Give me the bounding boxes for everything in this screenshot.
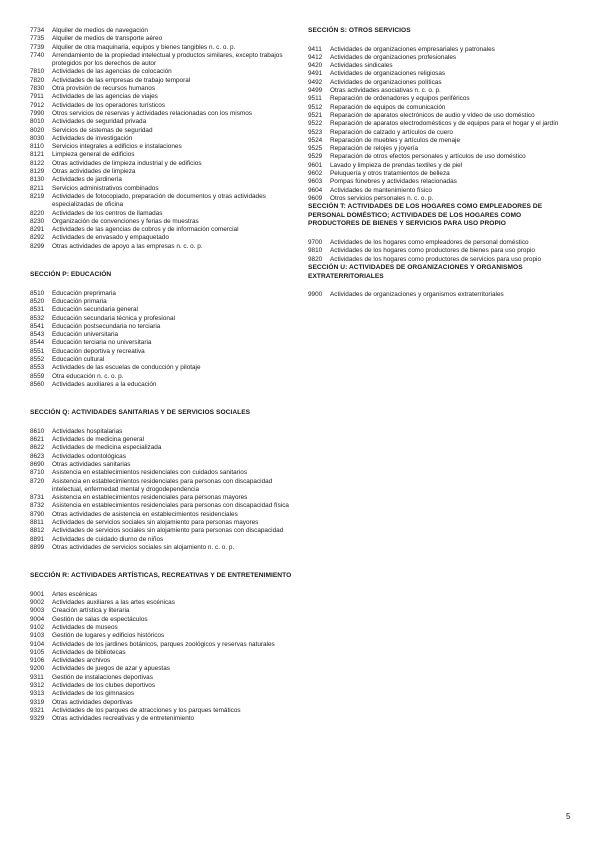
activity-description: Actividades de bibliotecas <box>52 648 126 656</box>
list-item <box>308 95 574 103</box>
activity-code: 9319 <box>30 698 45 706</box>
activity-code: 8520 <box>30 297 45 305</box>
list-item <box>30 356 296 364</box>
activity-description: Otras actividades asociativas n. c. o. p. <box>330 87 441 95</box>
list-item <box>308 104 574 112</box>
activity-description: Asistencia en establecimientos residenciales para personas mayores <box>52 494 248 502</box>
section-t <box>308 203 574 264</box>
activity-description: Actividades de los hogares como productores de bienes para uso propio <box>330 247 535 255</box>
list-item <box>30 364 296 372</box>
activity-code: 8121 <box>30 151 45 159</box>
list-item <box>30 444 296 452</box>
list-item <box>30 118 296 126</box>
activity-code: 9602 <box>308 170 323 178</box>
list-item <box>30 715 296 723</box>
list-item <box>30 511 296 519</box>
activity-code: 9321 <box>30 706 45 714</box>
list-item <box>308 112 574 120</box>
activity-description: Pompas fúnebres y actividades relacionadas <box>330 178 457 186</box>
list-item <box>30 135 296 143</box>
activity-description: Educación primaria <box>52 297 107 305</box>
activity-code: 9524 <box>308 136 323 144</box>
list-item <box>30 494 296 502</box>
right-column <box>308 27 574 299</box>
activity-description: Actividades de organizaciones empresariales y patronales <box>330 45 495 53</box>
list-item <box>308 46 574 54</box>
activity-code: 9329 <box>30 715 45 723</box>
left-column <box>30 27 296 724</box>
list-item <box>30 306 296 314</box>
list-item <box>30 226 296 234</box>
list-item <box>30 699 296 707</box>
list-item <box>308 170 574 178</box>
section-r <box>30 572 296 723</box>
activity-description: Actividades de organizaciones y organismos extraterritoriales <box>330 291 504 299</box>
activity-description: Actividades de organizaciones políticas <box>330 78 442 86</box>
section-heading: SECCIÓN Q: ACTIVIDADES SANITARIAS Y DE SERVICIOS SOCIALES <box>30 409 251 417</box>
list-item <box>308 54 574 62</box>
activity-code: 9104 <box>30 640 45 648</box>
list-item <box>30 110 296 118</box>
activity-description: Educación postsecundaria no terciaria <box>52 322 161 330</box>
section-s <box>308 27 574 203</box>
list-item <box>30 102 296 110</box>
activity-code: 9420 <box>308 62 323 70</box>
list-item <box>30 77 296 85</box>
section-u <box>308 264 574 299</box>
activity-code: 8720 <box>30 477 45 485</box>
list-item <box>30 519 296 527</box>
activity-description: Reparación de otros efectos personales y artículos de uso doméstico <box>330 153 526 161</box>
activity-code: 7990 <box>30 109 45 117</box>
activity-description: Educación deportiva y recreativa <box>52 347 145 355</box>
activity-description: Actividades de museos <box>52 624 118 631</box>
activity-code: 9609 <box>308 194 323 202</box>
list-item <box>30 218 296 226</box>
activity-code: 8812 <box>30 527 45 535</box>
list-item <box>30 381 296 389</box>
list-item <box>30 657 296 665</box>
activity-description: Actividades de investigación <box>52 134 133 142</box>
activity-code: 8030 <box>30 134 45 142</box>
list-item <box>30 674 296 682</box>
activity-code: 8020 <box>30 126 45 134</box>
list-item <box>30 682 296 690</box>
list-item <box>30 544 296 552</box>
list-item <box>308 79 574 87</box>
list-item <box>308 70 574 78</box>
activity-description: Servicios de sistemas de seguridad <box>52 126 153 134</box>
activity-description: Reparación de relojes y joyería <box>330 145 419 153</box>
activity-code: 9412 <box>308 53 323 61</box>
activity-description: Servicios integrales a edificios e instalaciones <box>52 143 182 151</box>
activity-description: Otras actividades recreativas y de entretenimiento <box>52 715 195 723</box>
activity-code: 8710 <box>30 469 45 477</box>
list-item <box>308 162 574 170</box>
activity-description: Actividades de los centros de llamadas <box>52 209 163 217</box>
activity-code: 7912 <box>30 101 45 109</box>
activity-code: 8299 <box>30 242 45 250</box>
list-item <box>30 210 296 218</box>
list-item <box>30 690 296 698</box>
section-list <box>30 428 296 552</box>
activity-description: Actividades auxiliares a la educación <box>52 380 157 388</box>
list-item <box>30 93 296 101</box>
activity-code: 8541 <box>30 322 45 330</box>
list-item <box>30 290 296 298</box>
list-item <box>30 298 296 306</box>
activity-code: 9105 <box>30 648 45 656</box>
list-item <box>30 185 296 193</box>
activity-code: 9603 <box>308 178 323 186</box>
page-number: 5 <box>566 812 571 821</box>
section-list <box>308 291 574 299</box>
activity-code: 9103 <box>30 632 45 640</box>
activity-description: Actividades de las empresas de trabajo temporal <box>52 76 191 84</box>
list-item <box>30 469 296 477</box>
activity-description: Otros servicios personales n. c. o. p. <box>330 194 434 202</box>
activity-code: 9311 <box>30 673 44 681</box>
activity-description: Otras actividades de limpieza <box>52 168 136 176</box>
activity-description: Reparación de calzado y artículos de cuero <box>330 128 453 136</box>
activity-description: Otra educación n. c. o. p. <box>52 372 124 380</box>
section-heading: SECCIÓN P: EDUCACIÓN <box>30 271 112 279</box>
list-item <box>308 87 574 95</box>
activity-code: 8220 <box>30 209 45 217</box>
section-list <box>30 290 296 390</box>
activity-code: 9002 <box>30 599 45 607</box>
activity-code: 9529 <box>308 153 323 161</box>
activity-description: Actividades de envasado y empaquetado <box>52 234 169 242</box>
activity-description: Otras actividades deportivas <box>52 698 133 706</box>
activity-code: 8110 <box>30 143 44 151</box>
activity-code: 7911 <box>30 93 44 101</box>
list-item <box>30 151 296 159</box>
activity-code: 9200 <box>30 665 45 673</box>
activity-code: 9106 <box>30 657 45 665</box>
activity-code: 8622 <box>30 444 45 452</box>
activity-description: Actividades de los clubes deportivos <box>52 682 156 690</box>
activity-description: Actividades de mantenimiento físico <box>330 186 432 194</box>
activity-description: Arrendamiento de la propiedad intelectual y productos similares, excepto trabajos protegidos por los derechos de autor <box>52 51 283 68</box>
activity-description: Actividades de seguridad privada <box>52 118 147 126</box>
activity-description: Otros servicios de reservas y actividades relacionadas con los mismos <box>52 109 252 117</box>
list-item <box>30 234 296 242</box>
activity-description: Servicios administrativos combinados <box>52 184 159 192</box>
activity-description: Actividades de medicina general <box>52 436 145 444</box>
list-item <box>30 143 296 151</box>
activity-description: Reparación de aparatos electrodomésticos y de equipos para el hogar y el jardín <box>330 120 559 128</box>
activity-code: 8543 <box>30 331 45 339</box>
activity-description: Actividades de los gimnasios <box>52 690 135 698</box>
activity-description: Actividades archivos <box>52 657 111 665</box>
list-item <box>308 256 574 264</box>
activity-description: Reparación de ordenadores y equipos periféricos <box>330 95 470 103</box>
section-list <box>308 46 574 204</box>
activity-description: Actividades sindicales <box>330 62 393 70</box>
list-item <box>30 68 296 76</box>
activity-description: Otras actividades de limpieza industrial y de edificios <box>52 159 202 167</box>
activity-code: 9102 <box>30 624 45 631</box>
list-item <box>30 649 296 657</box>
activity-code: 9900 <box>308 291 323 299</box>
activity-description: Reparación de muebles y artículos de menaje <box>330 136 461 144</box>
activity-description: Asistencia en establecimientos residenciales para personas con discapacidad intelectual, enfermedad mental y drogodependencia <box>52 477 273 493</box>
activity-description: Educación cultural <box>52 355 105 363</box>
activity-code: 8610 <box>30 427 45 435</box>
activity-code: 9523 <box>308 128 323 136</box>
list-item <box>308 291 574 299</box>
activity-code: 9004 <box>30 615 45 623</box>
activity-code: 8211 <box>30 184 44 192</box>
activity-code: 9604 <box>308 186 323 194</box>
list-item <box>30 599 296 607</box>
activity-description: Alquiler de otra maquinaria, equipos y bienes tangibles n. c. o. p. <box>52 43 236 51</box>
list-item <box>30 641 296 649</box>
activity-description: Actividades de los operadores turísticos <box>52 101 165 109</box>
list-item <box>30 35 296 43</box>
list-item <box>308 153 574 161</box>
activity-code: 8129 <box>30 168 45 176</box>
activity-description: Educación preprimaria <box>52 289 116 297</box>
activity-code: 9499 <box>308 87 323 95</box>
activity-code: 8623 <box>30 452 45 460</box>
activity-description: Actividades de organizaciones profesionales <box>330 53 457 61</box>
activity-description: Actividades de las agencias de viajes <box>52 93 158 101</box>
activity-code: 8122 <box>30 159 45 167</box>
activity-code: 8532 <box>30 314 45 322</box>
activity-code: 8510 <box>30 289 45 297</box>
list-item <box>30 665 296 673</box>
activity-code: 8531 <box>30 306 45 314</box>
activity-code: 8732 <box>30 502 45 510</box>
section-list <box>308 239 574 264</box>
list-item <box>308 129 574 137</box>
activity-code: 7735 <box>30 35 45 43</box>
activity-code: 9820 <box>308 255 323 263</box>
activity-description: Creación artística y literaria <box>52 607 130 615</box>
activity-code: 9700 <box>308 239 323 247</box>
list-item <box>30 348 296 356</box>
activity-description: Otras actividades sanitarias <box>52 460 131 468</box>
list-item <box>308 62 574 70</box>
activity-code: 9511 <box>308 95 322 103</box>
list-item <box>30 428 296 436</box>
activity-code: 8219 <box>30 192 45 200</box>
activity-code: 8291 <box>30 226 45 234</box>
activity-code: 7740 <box>30 51 45 59</box>
section-heading: SECCIÓN R: ACTIVIDADES ARTÍSTICAS, RECREATIVAS Y DE ENTRETENIMIENTO <box>30 572 292 580</box>
list-item <box>308 178 574 186</box>
activity-code: 9313 <box>30 690 45 698</box>
list-item <box>30 168 296 176</box>
list-item <box>30 243 296 251</box>
activity-code: 9492 <box>308 78 323 86</box>
activity-description: Actividades de las agencias de cobros y de información comercial <box>52 226 239 234</box>
activity-description: Actividades auxiliares a las artes escénicas <box>52 599 175 607</box>
list-item <box>30 436 296 444</box>
list-item <box>30 707 296 715</box>
activity-description: Peluquería y otros tratamientos de belleza <box>330 170 450 178</box>
list-item <box>308 195 574 203</box>
activity-description: Reparación de equipos de comunicación <box>330 103 446 111</box>
activity-description: Otras actividades de asistencia en establecimientos residenciales <box>52 510 238 518</box>
activity-description: Actividades odontológicas <box>52 452 126 460</box>
activity-description: Actividades de las agencias de colocación <box>52 68 172 76</box>
section-heading: SECCIÓN U: ACTIVIDADES DE ORGANIZACIONES Y ORGANISMOS EXTRATERRITORIALES <box>308 263 523 280</box>
activity-description: Otras actividades de apoyo a las empresas n. c. o. p. <box>52 242 203 250</box>
activity-description: Artes escénicas <box>52 590 98 598</box>
list-item <box>30 536 296 544</box>
activity-description: Gestión de lugares y edificios históricos <box>52 632 165 640</box>
list-item <box>308 187 574 195</box>
list-item <box>30 632 296 640</box>
list-item <box>30 331 296 339</box>
list-item <box>308 247 574 255</box>
activity-code: 8899 <box>30 543 45 551</box>
list-item <box>30 373 296 381</box>
activity-code: 8731 <box>30 494 45 502</box>
activity-code: 7739 <box>30 43 45 51</box>
activity-description: Educación terciaria no universitaria <box>52 339 152 347</box>
list-item <box>30 453 296 461</box>
activity-code: 8230 <box>30 217 45 225</box>
section-heading: SECCIÓN S: OTROS SERVICIOS <box>308 27 411 34</box>
list-item <box>30 616 296 624</box>
activity-code: 9525 <box>308 145 323 153</box>
activity-code: 8130 <box>30 176 45 184</box>
list-item <box>30 323 296 331</box>
section-list <box>30 591 296 724</box>
list-item <box>30 127 296 135</box>
activity-description: Reparación de aparatos electrónicos de audio y vídeo de uso doméstico <box>330 111 535 119</box>
list-item <box>30 478 296 495</box>
list-item <box>30 624 296 632</box>
activity-code: 8010 <box>30 118 45 126</box>
list-item <box>30 315 296 323</box>
list-item <box>308 120 574 128</box>
list-item <box>308 137 574 145</box>
activity-description: Organización de convenciones y ferias de muestras <box>52 217 199 225</box>
list-item <box>308 239 574 247</box>
activity-code: 9491 <box>308 70 323 78</box>
activity-description: Actividades de servicios sociales sin alojamiento para personas con discapacidad <box>52 527 284 535</box>
activity-description: Actividades de los hogares como empleadores de personal doméstico <box>330 239 529 247</box>
activity-code: 8559 <box>30 372 45 380</box>
activity-description: Lavado y limpieza de prendas textiles y de piel <box>330 161 463 169</box>
list-item <box>308 145 574 153</box>
activity-description: Alquiler de medios de transporte aéreo <box>52 35 163 43</box>
list-item <box>30 44 296 52</box>
activity-code: 9601 <box>308 161 323 169</box>
activity-code: 8621 <box>30 436 45 444</box>
activity-code: 9411 <box>308 45 322 53</box>
section-p <box>30 271 296 389</box>
activity-code: 7820 <box>30 76 45 84</box>
activity-description: Actividades de las escuelas de conducción y pilotaje <box>52 364 201 372</box>
activity-description: Otras actividades de servicios sociales sin alojamiento n. c. o. p. <box>52 543 235 551</box>
list-item <box>30 607 296 615</box>
activity-description: Educación secundaria general <box>52 306 138 314</box>
activity-description: Actividades de fotocopiado, preparación de documentos y otras actividades especializadas de oficina <box>52 192 266 209</box>
activity-code: 9512 <box>308 103 323 111</box>
activity-description: Gestión de salas de espectáculos <box>52 615 148 623</box>
activity-description: Actividades de los hogares como productores de servicios para uso propio <box>330 255 542 263</box>
activity-code: 9312 <box>30 682 45 690</box>
activity-description: Actividades de los parques de atracciones y los parques temáticos <box>52 706 241 714</box>
activity-code: 8891 <box>30 535 45 543</box>
list-item <box>30 52 296 69</box>
list-item <box>30 339 296 347</box>
activity-description: Actividades hospitalarias <box>52 427 123 435</box>
activity-description: Alquiler de medios de navegación <box>52 27 148 34</box>
activity-code: 8811 <box>30 519 44 527</box>
lead-list <box>30 27 296 251</box>
activity-description: Asistencia en establecimientos residenciales para personas con discapacidad física <box>52 502 289 510</box>
list-item <box>30 160 296 168</box>
activity-description: Actividades de servicios sociales sin alojamiento para personas mayores <box>52 519 259 527</box>
activity-description: Actividades de medicina especializada <box>52 444 162 452</box>
activity-code: 8560 <box>30 380 45 388</box>
activity-description: Actividades de los jardines botánicos, parques zoológicos y reservas naturales <box>52 640 275 648</box>
activity-code: 8552 <box>30 355 45 363</box>
activity-description: Otra provisión de recursos humanos <box>52 85 156 93</box>
activity-code: 9003 <box>30 607 45 615</box>
activity-description: Educación universitaria <box>52 331 119 339</box>
activity-code: 7734 <box>30 27 45 34</box>
list-item <box>30 27 296 35</box>
activity-code: 8544 <box>30 339 45 347</box>
activity-code: 8690 <box>30 460 45 468</box>
list-item <box>30 176 296 184</box>
activity-code: 8551 <box>30 347 45 355</box>
activity-code: 9521 <box>308 111 323 119</box>
activity-code: 9522 <box>308 120 323 128</box>
activity-description: Educación secundaria técnica y profesional <box>52 314 175 322</box>
list-item <box>30 193 296 210</box>
activity-description: Actividades de jardinería <box>52 176 122 184</box>
section-heading: SECCIÓN T: ACTIVIDADES DE LOS HOGARES COMO EMPLEADORES DE PERSONAL DOMÉSTICO; ACTIVIDADES DE LOS HOGARES COMO PRODUCTORES DE BIENES Y SERVICIOS PARA USO PROPIO <box>308 203 543 228</box>
activity-code: 8790 <box>30 510 45 518</box>
activity-code: 8292 <box>30 234 45 242</box>
list-item <box>30 527 296 535</box>
activity-description: Actividades de cuidado diurno de niños <box>52 535 164 543</box>
list-item <box>30 591 296 599</box>
activity-code: 9810 <box>308 247 323 255</box>
activity-description: Asistencia en establecimientos residenciales con cuidados sanitarios <box>52 469 248 477</box>
list-item <box>30 85 296 93</box>
activity-code: 9001 <box>30 590 45 598</box>
list-item <box>30 502 296 510</box>
activity-description: Gestión de instalaciones deportivas <box>52 673 153 681</box>
activity-description: Actividades de organizaciones religiosas <box>330 70 446 78</box>
activity-code: 8553 <box>30 364 45 372</box>
list-item <box>30 461 296 469</box>
activity-description: Actividades de juegos de azar y apuestas <box>52 665 170 673</box>
activity-code: 7810 <box>30 68 45 76</box>
activity-description: Limpieza general de edificios <box>52 151 135 159</box>
activity-code: 7830 <box>30 85 45 93</box>
section-q <box>30 409 296 552</box>
